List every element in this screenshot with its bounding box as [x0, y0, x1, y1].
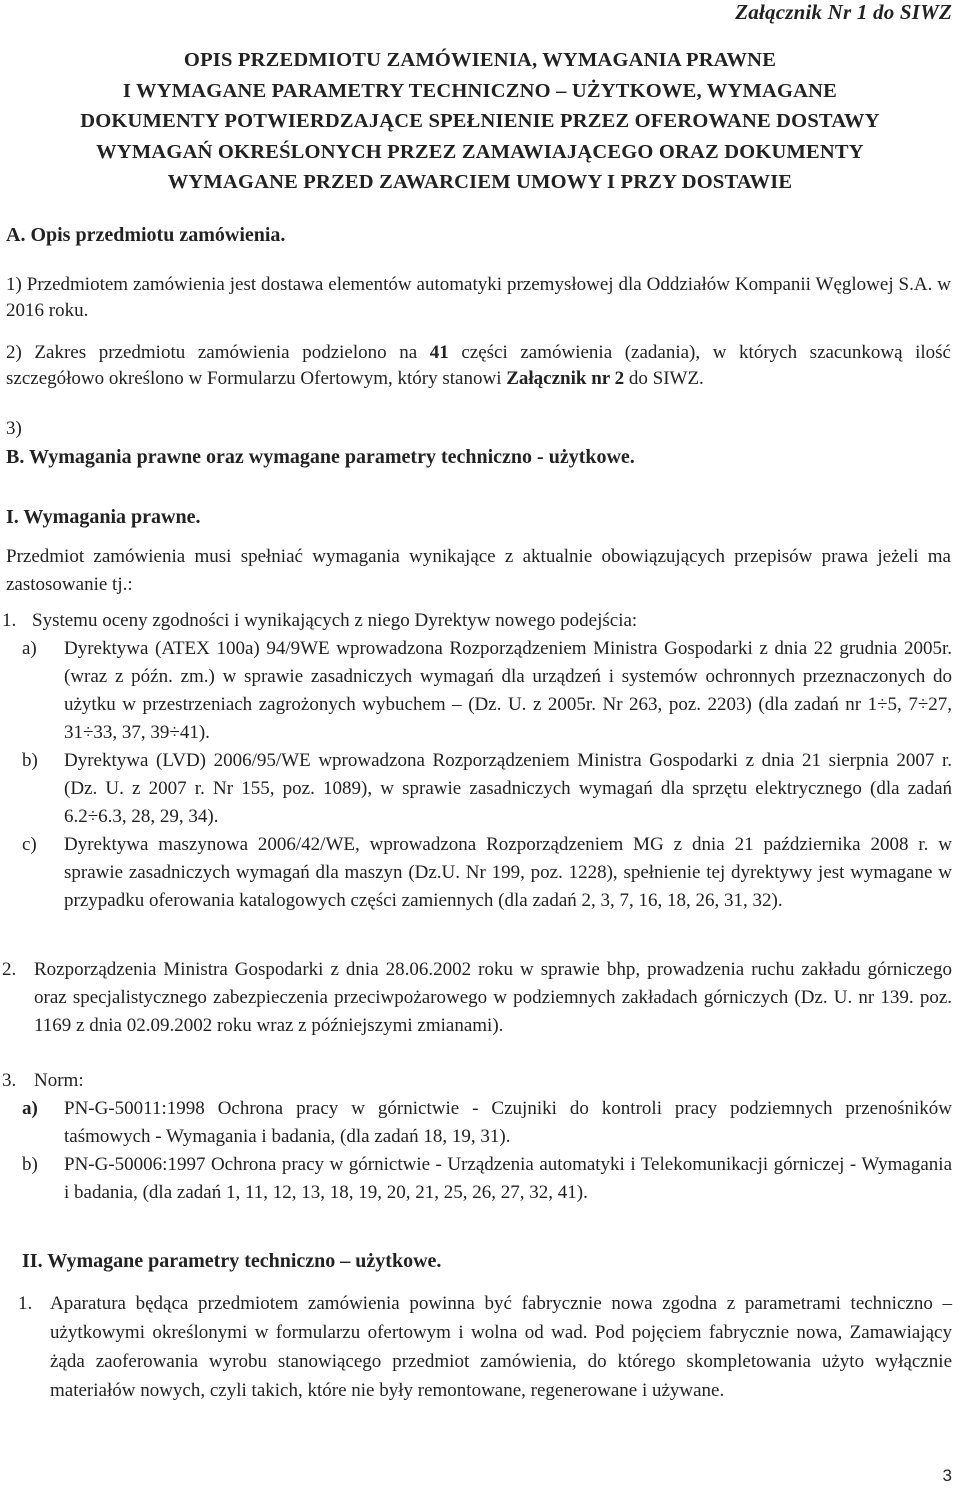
title-line: I WYMAGANE PARAMETRY TECHNICZNO – UŻYTKOWE, WYMAGANE: [122, 79, 838, 102]
requirement-item-3: [2, 1067, 952, 1207]
subitem-text: PN-G-50006:1997 Ochrona pracy w górnictwie - Urządzenia automatyki i Telekomunikacji górniczej - Wymagania i badania, (dla zadań 1, 11, 12, 13, 18, 19, 20, 21, 25, 26, 27, 32, 41).: [64, 1154, 952, 1203]
paragraph-2-text: części zamówienia (zadania), w których szacunkową ilość szczegółowo określono w Formularzu Ofertowym, który stanowi: [6, 342, 951, 389]
item-number: 1.: [2, 610, 17, 631]
parts-count: 41: [429, 342, 449, 363]
item-text: Rozporządzenia Ministra Gospodarki z dnia 28.06.2002 roku w sprawie bhp, prowadzenia ruchu zakładu górniczego oraz specjalistycznego zabezpieczenia przeciwpożarowego w podziemnych zakładach górniczych (Dz. U. nr 139. poz. 1169 z dnia 02.09.2002 roku wraz z późniejszymi zmianami).: [34, 959, 952, 1036]
subitem-text: Dyrektywa (LVD) 2006/95/WE wprowadzona Rozporządzeniem Ministra Gospodarki z dnia 21 sierpnia 2007 r. (Dz. U. z 2007 r. Nr 155, poz. 1089), w sprawie zasadniczych wymagań dla sprzętu elektrycznego (dla zadań 6.2÷6.3, 28, 29, 34).: [64, 750, 952, 827]
item-text: Norm:: [34, 1070, 84, 1091]
title-line: WYMAGAŃ OKREŚLONYCH PRZEZ ZAMAWIAJĄCEGO ORAZ DOKUMENTY: [96, 140, 864, 163]
paragraph-3-number: 3): [6, 418, 22, 439]
section-b-heading: B. Wymagania prawne oraz wymagane parametry techniczno - użytkowe.: [6, 446, 635, 468]
subitem-text: Dyrektywa (ATEX 100a) 94/9WE wprowadzona Rozporządzeniem Ministra Gospodarki z dnia 22 grudnia 2005r. (wraz z późn. zm.) w sprawie zasadniczych wymagań dla urządzeń i systemów ochronnych przeznaczonych do użytku w przestrzeniach zagrożonych wybuchem – (Dz. U. z 2005r. Nr 263, poz. 2203) (dla zadań nr 1÷5, 7÷27, 31÷33, 37, 39÷41).: [64, 638, 952, 743]
title-line: OPIS PRZEDMIOTU ZAMÓWIENIA, WYMAGANIA PRAWNE: [183, 49, 777, 71]
subitem-label: c): [22, 834, 37, 855]
section-ii-heading: II. Wymagane parametry techniczno – użytkowe.: [22, 1250, 442, 1272]
title-line: DOKUMENTY POTWIERDZAJĄCE SPEŁNIENIE PRZEZ OFEROWANE DOSTAWY: [80, 110, 880, 132]
item-number: 3.: [2, 1070, 17, 1091]
subitem-text: Dyrektywa maszynowa 2006/42/WE, wprowadzona Rozporządzeniem MG z dnia 21 października 2008 r. w sprawie zasadniczych wymagań dla maszyn (Dz.U. Nr 199, poz. 1228), spełnienie tej dyrektywy jest wymagane w przypadku oferowania katalogowych części zamiennych (dla zadań 2, 3, 7, 16, 18, 26, 31, 32).: [64, 834, 952, 911]
annex-label: Załącznik Nr 1 do SIWZ: [735, 0, 952, 24]
paragraph-1: 1) Przedmiotem zamówienia jest dostawa elementów automatyki przemysłowej dla Oddziałów Kompanii Węglowej S.A. w 2016 roku.: [6, 274, 951, 321]
subitem-label: b): [22, 1154, 38, 1175]
subitem-label: a): [22, 1098, 38, 1119]
section-i-intro: Przedmiot zamówienia musi spełniać wymagania wynikające z aktualnie obowiązujących przepisów prawa jeżeli ma zastosowanie tj.:: [6, 546, 951, 595]
paragraph-2-text: 2) Zakres przedmiotu zamówienia podzielono na: [6, 342, 430, 363]
section-a-heading: A. Opis przedmiotu zamówienia.: [6, 224, 286, 246]
paragraph-2-text: do SIWZ.: [624, 368, 704, 389]
item-text: Systemu oceny zgodności i wynikających z niego Dyrektyw nowego podejścia:: [32, 610, 638, 631]
subitem-label: b): [22, 750, 38, 771]
subitem-text: PN-G-50011:1998 Ochrona pracy w górnictwie - Czujniki do kontroli pracy podziemnych przenośników taśmowych - Wymagania i badania, (dla zadań 18, 19, 31).: [64, 1098, 952, 1147]
item-number: 1.: [18, 1293, 33, 1314]
title-line: WYMAGANE PRZED ZAWARCIEM UMOWY I PRZY DOSTAWIE: [167, 171, 793, 193]
item-text: Aparatura będąca przedmiotem zamówienia powinna być fabrycznie nowa zgodna z parametrami techniczno – użytkowymi określonymi w formularzu ofertowym i wolna od wad. Pod pojęciem fabrycznie nowa, Zamawiający żąda zaoferowania wyrobu stanowiącego przedmiot zamówienia, do którego skompletowania użyto wyłącznie materiałów nowych, czyli takich, które nie były remontowane, regenerowane i używane.: [50, 1293, 952, 1401]
section-i-heading: I. Wymagania prawne.: [6, 506, 201, 528]
page-number: 3: [942, 1466, 952, 1485]
requirement-item-1: [2, 607, 952, 915]
requirement-item-2: [2, 956, 952, 1040]
technical-item-1: [18, 1289, 952, 1405]
document-title: [0, 45, 960, 198]
item-number: 2.: [2, 959, 17, 980]
annex-reference: Załącznik nr 2: [506, 368, 625, 389]
paragraph-2: [6, 340, 951, 392]
subitem-label: a): [22, 638, 37, 659]
